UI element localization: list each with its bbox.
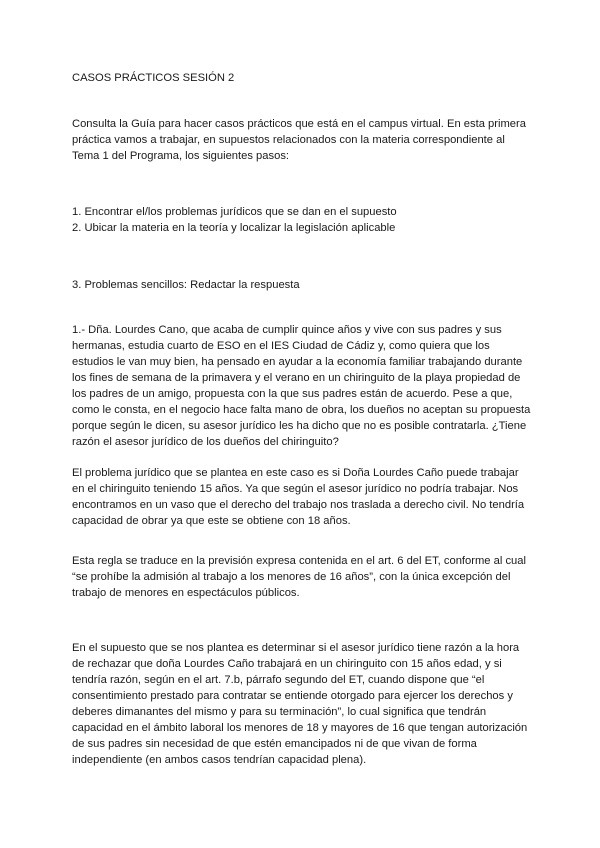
step-item: 3. Problemas sencillos: Redactar la respuesta <box>72 279 300 291</box>
step-item: 1. Encontrar el/los problemas jurídicos que se dan en el supuesto <box>72 206 397 218</box>
text-line: razón el asesor jurídico de los dueños del chiringuito? <box>72 436 339 448</box>
text-line: trabajo de menores en espectáculos públicos. <box>72 587 300 599</box>
text-line: los fines de semana de la primavera y el verano en un chiringuito de la playa propiedad de <box>72 372 521 384</box>
intro-paragraph <box>72 116 532 164</box>
text-line: capacidad en el ámbito laboral los menores de 18 y mayores de 16 que tengan autorización <box>72 722 528 734</box>
text-line: consentimiento prestado para contratar se entiende otorgado para ejercer los derechos y <box>72 690 513 702</box>
text-line: de rechazar que doña Lourdes Caño trabajará en un chiringuito con 15 años edad, y si <box>72 658 502 670</box>
answer-paragraph-1 <box>72 465 532 529</box>
case-1-statement <box>72 322 532 450</box>
text-line: En el supuesto que se nos plantea es determinar si el asesor jurídico tiene razón a la hora <box>72 642 520 654</box>
text-line: Tema 1 del Programa, los siguientes pasos: <box>72 150 290 162</box>
text-line: práctica vamos a trabajar, en supuestos relacionados con la materia correspondiente al <box>72 134 505 146</box>
text-line: encontramos en un vaso que el derecho del trabajo nos traslada a derecho civil. No tendría <box>72 499 525 511</box>
text-line: como le consta, en el negocio hace falta mano de obra, los dueños no aceptan su propuesta <box>72 404 531 416</box>
text-line: porque según le dicen, su asesor jurídico les ha dicho que no es posible contratarla. ¿Tiene <box>72 420 527 432</box>
text-line: “se prohíbe la admisión al trabajo a los menores de 16 años”, con la única excepción del <box>72 571 511 583</box>
text-line: capacidad de obrar ya que este se obtiene con 18 años. <box>72 515 351 527</box>
text-line: deberes dimanantes del mismo y para su terminación”, lo cual significa que tendrán <box>72 706 487 718</box>
answer-paragraph-2 <box>72 553 532 601</box>
text-line: tendría razón, según en el art. 7.b, párrafo segundo del ET, cuando dispone que “el <box>72 674 485 686</box>
steps-list <box>72 204 532 236</box>
text-line: los padres de un amigo, propuesta con la que sus padres están de acuerdo. Pese a que, <box>72 388 513 400</box>
step-item: 2. Ubicar la materia en la teoría y localizar la legislación aplicable <box>72 222 396 234</box>
text-line: Consulta la Guía para hacer casos prácticos que está en el campus virtual. En esta primera <box>72 118 526 130</box>
document-title <box>72 70 532 86</box>
text-line: estudios le van muy bien, ha pensado en ayudar a la economía familiar trabajando durante <box>72 356 523 368</box>
answer-paragraph-3 <box>72 640 532 768</box>
title-text: CASOS PRÁCTICOS SESIÓN 2 <box>72 72 235 84</box>
text-line: en el chiringuito teniendo 15 años. Ya que según el asesor jurídico no podría trabajar. Nos <box>72 483 519 495</box>
text-line: Esta regla se traduce en la previsión expresa contenida en el art. 6 del ET, conforme al cual <box>72 555 526 567</box>
text-line: independiente (en ambos casos tendrían capacidad plena). <box>72 754 367 766</box>
step-3 <box>72 277 532 293</box>
text-line: El problema jurídico que se plantea en este caso es si Doña Lourdes Caño puede trabajar <box>72 467 519 479</box>
text-line: 1.- Dña. Lourdes Cano, que acaba de cumplir quince años y vive con sus padres y sus <box>72 324 502 336</box>
text-line: de sus padres sin necesidad de que estén emancipados ni de que vivan de forma <box>72 738 477 750</box>
text-line: hermanas, estudia cuarto de ESO en el IES Ciudad de Cádiz y, como quiera que los <box>72 340 490 352</box>
